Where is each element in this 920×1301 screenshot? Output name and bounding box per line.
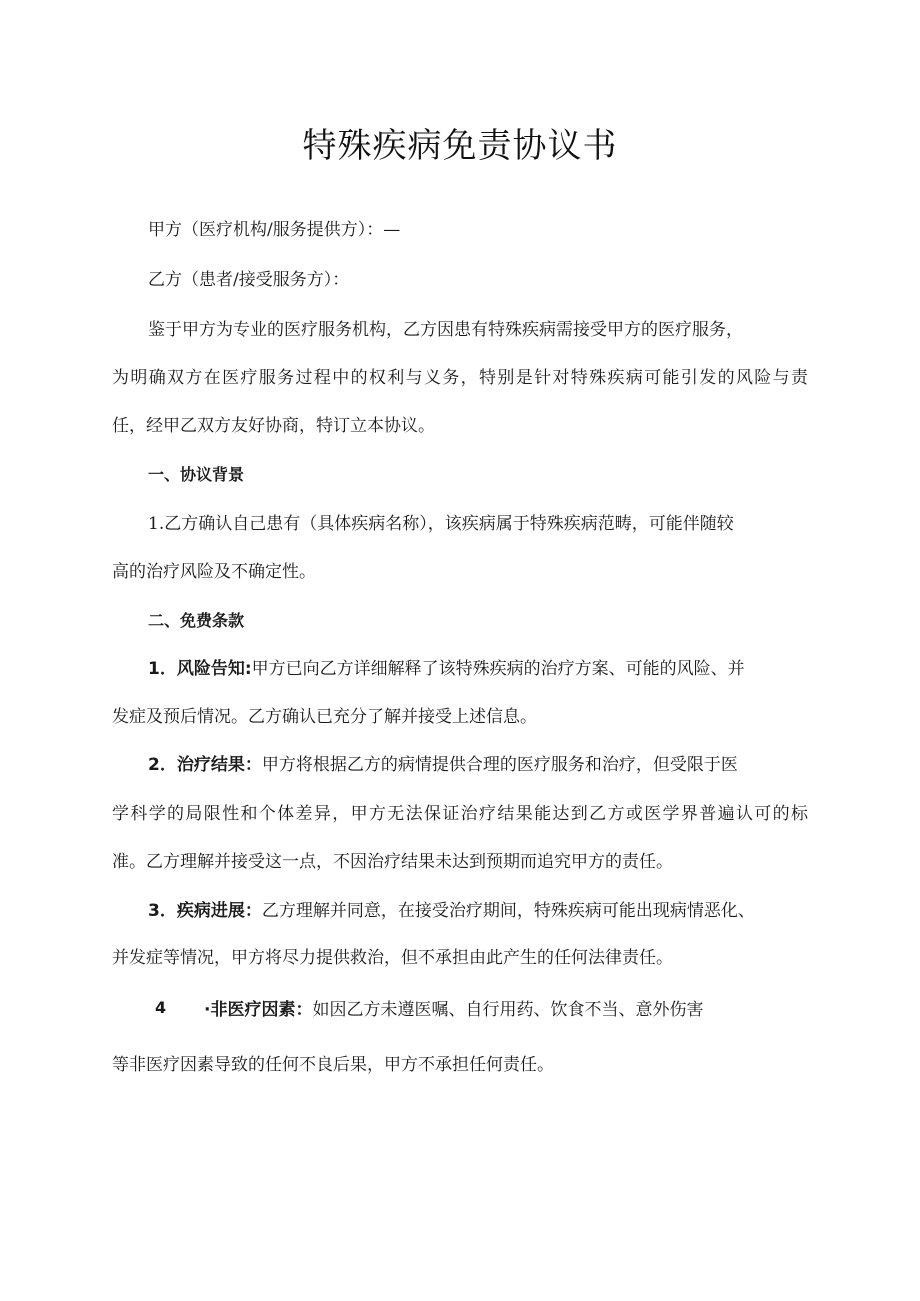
clause-1-text: 甲方已向乙方详细解释了该特殊疾病的治疗方案、可能的风险、并 (251, 659, 745, 679)
clause-3-line (148, 899, 848, 923)
background-item-line: 1.乙方确认自己患有（具体疾病名称），该疾病属于特殊疾病范畴，可能伴随较 (148, 514, 734, 534)
section-heading-background: 一、协议背景 (148, 465, 245, 484)
clause-3-number: 3． (148, 901, 177, 921)
background-item-line: 高的治疗风险及不确定性。 (112, 562, 316, 582)
clause-2-line: 准。乙方理解并接受这一点，不因治疗结果未达到预期而追究甲方的责任。 (112, 852, 673, 872)
clause-4-label: ·非医疗因素： (204, 1000, 313, 1020)
clause-1-line (148, 657, 848, 681)
clause-1-line: 发症及预后情况。乙方确认已充分了解并接受上述信息。 (112, 707, 537, 727)
document-title: 特殊疾病免责协议书 (302, 126, 618, 166)
clause-4-number: 4 (155, 998, 167, 1017)
clause-3-label: 疾病进展： (176, 901, 262, 921)
preamble-line: 鉴于甲方为专业的医疗服务机构，乙方因患有特殊疾病需接受甲方的医疗服务， (148, 320, 743, 340)
party-b: 乙方（患者/接受服务方）： (148, 270, 350, 290)
clause-3-text: 乙方理解并同意，在接受治疗期间，特殊疾病可能出现病情恶化、 (261, 901, 755, 921)
clause-2-line: 学科学的局限性和个体差异，甲方无法保证治疗结果能达到乙方或医学界普遍认可的标 (112, 804, 808, 824)
clause-4-line (204, 998, 703, 1022)
clause-2-number: 2． (148, 755, 177, 775)
preamble-line: 为明确双方在医疗服务过程中的权利与义务，特别是针对特殊疾病可能引发的风险与责 (112, 368, 808, 388)
clause-1-label: 风险告知: (176, 659, 252, 679)
preamble-line: 任，经甲乙双方友好协商，特订立本协议。 (112, 416, 435, 436)
clause-4-text: 如因乙方未遵医嘱、自行用药、饮食不当、意外伤害 (312, 1000, 704, 1020)
clause-2-label: 治疗结果： (176, 755, 262, 775)
section-heading-clauses: 二、免费条款 (148, 611, 245, 630)
clause-4-line: 等非医疗因素导致的任何不良后果，甲方不承担任何责任。 (112, 1055, 554, 1075)
clause-1-number: 1． (148, 659, 177, 679)
clause-2-line (148, 753, 848, 777)
clause-3-line: 并发症等情况，甲方将尽力提供救治，但不承担由此产生的任何法律责任。 (112, 948, 673, 968)
party-a: 甲方（医疗机构/服务提供方）：— (148, 220, 401, 240)
clause-2-text: 甲方将根据乙方的病情提供合理的医疗服务和治疗，但受限于医 (261, 755, 738, 775)
